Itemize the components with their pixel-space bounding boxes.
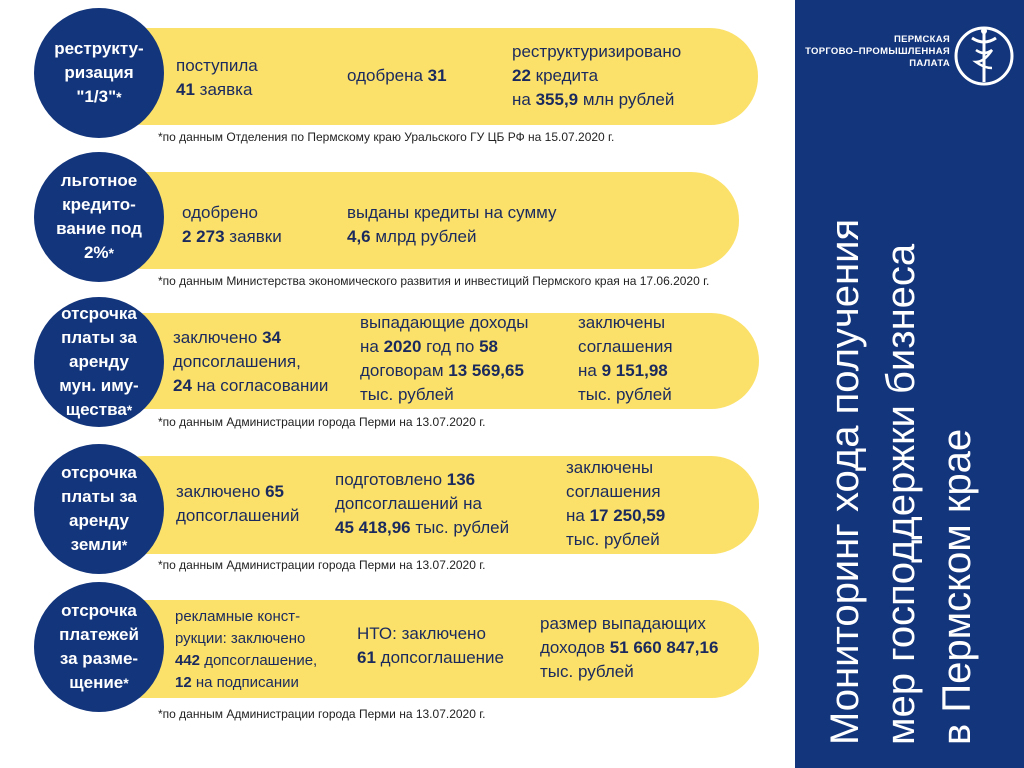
stat-text: тыс. рублей: [540, 662, 634, 681]
stat-text: выданы кредиты на сумму: [347, 203, 557, 222]
stat-line: [360, 335, 528, 359]
stat-text: подготовлено: [335, 470, 447, 489]
stat-line: [360, 383, 528, 407]
stat-cell: [176, 480, 299, 528]
stat-cell: [540, 612, 718, 684]
stat-text: допсоглашений на: [335, 494, 482, 513]
stat-text: допсоглашение,: [200, 652, 318, 669]
stat-text: млн рублей: [578, 90, 675, 109]
stat-text: поступила: [176, 56, 258, 75]
stat-text: на согласовании: [191, 376, 329, 395]
stat-cell: [347, 64, 447, 88]
category-label: отсрочка платы за аренду мун. иму- щества: [59, 304, 139, 419]
stat-line: [176, 504, 299, 528]
stat-text: одобрена: [347, 66, 428, 85]
stat-line: [566, 528, 665, 552]
stat-text: реструктуризировано: [512, 42, 682, 61]
stat-cell: [566, 456, 665, 552]
stat-cell: [176, 54, 258, 102]
stat-line: [357, 622, 504, 646]
source-note: *по данным Администрации города Перми на 13.07.2020 г.: [158, 707, 486, 721]
stat-line: [176, 54, 258, 78]
stat-line: [540, 636, 718, 660]
chamber-logo: [803, 22, 1018, 92]
stat-line: [566, 480, 665, 504]
stat-value: 41: [176, 80, 195, 99]
stat-value: 61: [357, 648, 376, 667]
stat-line: [360, 359, 528, 383]
stat-text: тыс. рублей: [578, 385, 672, 404]
stat-line: [176, 480, 299, 504]
stat-line: [347, 225, 557, 249]
stat-cell: [347, 201, 557, 249]
caduceus-icon: [954, 22, 1014, 90]
stat-value: 31: [427, 66, 447, 85]
stat-text: заключены: [566, 458, 654, 477]
stat-text: соглашения: [578, 337, 673, 356]
stat-line: [578, 359, 673, 383]
stat-line: [566, 504, 665, 528]
stat-value: 442: [175, 652, 201, 669]
stat-line: [175, 650, 317, 672]
category-circle: льготное кредито- вание под 2%*: [34, 152, 164, 282]
stat-line: [566, 456, 665, 480]
stat-cell: [357, 622, 504, 670]
stat-cell: [175, 606, 317, 694]
stat-cell: [335, 468, 509, 540]
stat-cell: [182, 201, 282, 249]
category-label: отсрочка платы за аренду земли: [61, 463, 137, 554]
stat-line: [540, 660, 718, 684]
stat-line: [347, 201, 557, 225]
stat-text: заключено: [176, 482, 266, 501]
stat-text: размер выпадающих: [540, 614, 706, 633]
stat-value: 17 250,59: [589, 506, 666, 525]
category-circle: отсрочка платы за аренду земли*: [34, 444, 164, 574]
stat-value: 136: [446, 470, 476, 489]
stat-text: заявка: [194, 80, 253, 99]
row-placement-deferral: [0, 580, 795, 768]
stat-text: млрд рублей: [370, 227, 477, 246]
stat-text: тыс. рублей: [566, 530, 660, 549]
source-note: *по данным Министерства экономического развития и инвестиций Пермского края на 17.06.2020 г.: [158, 274, 710, 288]
row-land-rent-deferral: [0, 440, 795, 580]
stat-line: [347, 64, 447, 88]
source-note: *по данным Администрации города Перми на 13.07.2020 г.: [158, 415, 486, 429]
stat-line: [335, 468, 509, 492]
stat-text: договорам: [360, 361, 449, 380]
stat-line: [173, 350, 328, 374]
stat-line: [176, 78, 258, 102]
page-title: Мониторинг хода получения мер господдержки бизнеса в Пермском крае: [823, 218, 979, 745]
stat-value: 2 273: [182, 227, 225, 246]
stat-cell: [360, 311, 528, 407]
row-preferential-lending: [0, 150, 795, 295]
stat-text: НТО: заключено: [357, 624, 486, 643]
source-note: *по данным Отделения по Пермскому краю Уральского ГУ ЦБ РФ на 15.07.2020 г.: [158, 130, 615, 144]
stat-text: соглашения: [566, 482, 661, 501]
category-circle: отсрочка платежей за разме- щение*: [34, 582, 164, 712]
stat-value: 12: [175, 674, 192, 691]
side-panel: [795, 0, 1024, 768]
stat-text: тыс. рублей: [410, 518, 510, 537]
stat-text: допсоглашения,: [173, 352, 301, 371]
logo-text: ПЕРМСКАЯ ТОРГОВО–ПРОМЫШЛЕННАЯ ПАЛАТА: [805, 34, 950, 69]
stat-text: заключено: [173, 328, 263, 347]
stat-line: [182, 201, 282, 225]
stat-text: рукции: заключено: [175, 630, 306, 647]
stat-text: допсоглашение: [375, 648, 505, 667]
stat-value: 51 660 847,16: [609, 638, 719, 657]
category-label: реструкту- ризация "1/3": [54, 39, 144, 106]
stat-cell: [512, 40, 681, 112]
stat-value: 22: [512, 66, 531, 85]
stat-value: 34: [262, 328, 281, 347]
stat-line: [360, 311, 528, 335]
stat-text: тыс. рублей: [360, 385, 454, 404]
stat-line: [182, 225, 282, 249]
stat-line: [335, 492, 509, 516]
stat-cell: [578, 311, 673, 407]
stat-line: [512, 64, 681, 88]
stat-line: [578, 383, 673, 407]
category-circle: реструкту- ризация "1/3"*: [34, 8, 164, 138]
stat-text: на подписании: [191, 674, 299, 691]
stat-line: [578, 335, 673, 359]
stat-value: 9 151,98: [601, 361, 668, 380]
stat-text: на: [566, 506, 590, 525]
stat-line: [540, 612, 718, 636]
stat-text: на: [578, 361, 602, 380]
stat-text: на: [512, 90, 536, 109]
stat-line: [173, 326, 328, 350]
row-restructuring: [0, 0, 795, 150]
stat-value: 355,9: [535, 90, 579, 109]
stat-line: [335, 516, 509, 540]
stat-text: допсоглашений: [176, 506, 300, 525]
stat-value: 45 418,96: [335, 518, 411, 537]
stat-text: кредита: [530, 66, 599, 85]
source-note: *по данным Администрации города Перми на 13.07.2020 г.: [158, 558, 486, 572]
row-municipal-rent-deferral: [0, 295, 795, 440]
category-circle: отсрочка платы за аренду мун. иму- щества*: [34, 297, 164, 427]
stat-value: 4,6: [347, 227, 371, 246]
stat-line: [357, 646, 504, 670]
stat-line: [578, 311, 673, 335]
stat-line: [175, 672, 317, 694]
stat-cell: [173, 326, 328, 398]
stat-text: на: [360, 337, 384, 356]
stat-value: 58: [479, 337, 498, 356]
stat-text: выпадающие доходы: [360, 313, 529, 332]
stat-text: год по: [421, 337, 480, 356]
stat-text: доходов: [540, 638, 610, 657]
stat-value: 24: [173, 376, 192, 395]
stat-value: 65: [265, 482, 284, 501]
stat-line: [512, 40, 681, 64]
stat-value: 13 569,65: [448, 361, 524, 380]
stat-text: заявки: [224, 227, 282, 246]
stat-line: [512, 88, 681, 112]
category-label: льготное кредито- вание под 2%: [56, 171, 142, 262]
stat-text: рекламные конст-: [175, 608, 301, 625]
category-label: отсрочка платежей за разме- щение: [59, 601, 139, 692]
stat-line: [173, 374, 328, 398]
stat-value: 2020: [383, 337, 422, 356]
stat-text: одобрено: [182, 203, 258, 222]
stat-line: [175, 628, 317, 650]
stat-line: [175, 606, 317, 628]
stat-text: заключены: [578, 313, 666, 332]
